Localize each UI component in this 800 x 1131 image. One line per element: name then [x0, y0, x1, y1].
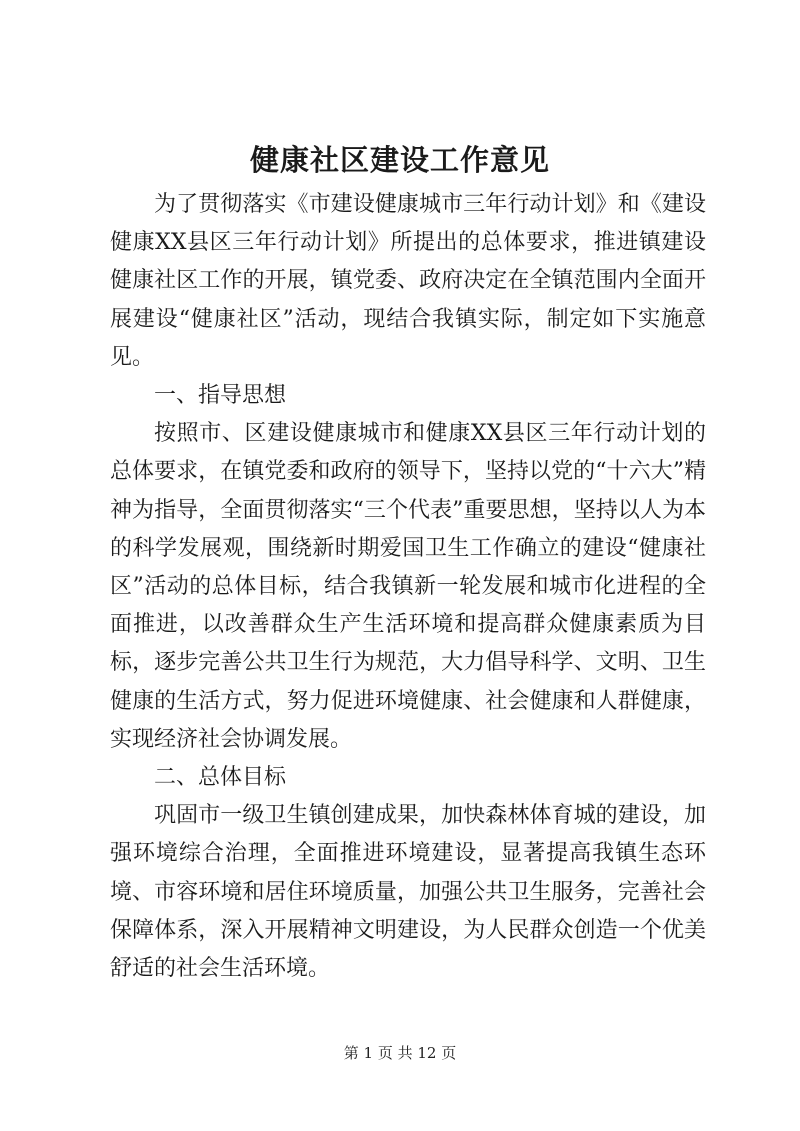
section-heading-overall-goals: 二、总体目标 [154, 765, 287, 791]
section-heading-guiding-ideology: 一、指导思想 [154, 383, 287, 409]
page-number-footer: 第 1 页 共 12 页 [343, 1044, 457, 1062]
intro-paragraph: 为了贯彻落实《市建设健康城市三年行动计划》和《建设健康XX县区三年行动计划》所提出的总体要求，推进镇建设健康社区工作的开展，镇党委、政府决定在全镇范围内全面开展建设“健康社区”活动，现结合我镇实际，制定如下实施意见。 [110, 192, 706, 370]
document-body [110, 186, 706, 988]
guiding-ideology-paragraph: 按照市、区建设健康城市和健康XX县区三年行动计划的总体要求，在镇党委和政府的领导下，坚持以党的“十六大”精神为指导，全面贯彻落实“三个代表”重要思想，坚持以人为本的科学发展观，围绕新时期爱国卫生工作确立的建设“健康社区”活动的总体目标，结合我镇新一轮发展和城市化进程的全面推进，以改善群众生产生活环境和提高群众健康素质为目标，逐步完善公共卫生行为规范，大力倡导科学、文明、卫生健康的生活方式，努力促进环境健康、社会健康和人群健康，实现经济社会协调发展。 [110, 421, 706, 752]
overall-goals-paragraph: 巩固市一级卫生镇创建成果，加快森林体育城的建设，加强环境综合治理，全面推进环境建设，显著提高我镇生态环境、市容环境和居住环境质量，加强公共卫生服务，完善社会保障体系，深入开展精神文明建设，为人民群众创造一个优美舒适的社会生活环境。 [110, 803, 706, 982]
document-title: 健康社区建设工作意见 [249, 143, 550, 177]
